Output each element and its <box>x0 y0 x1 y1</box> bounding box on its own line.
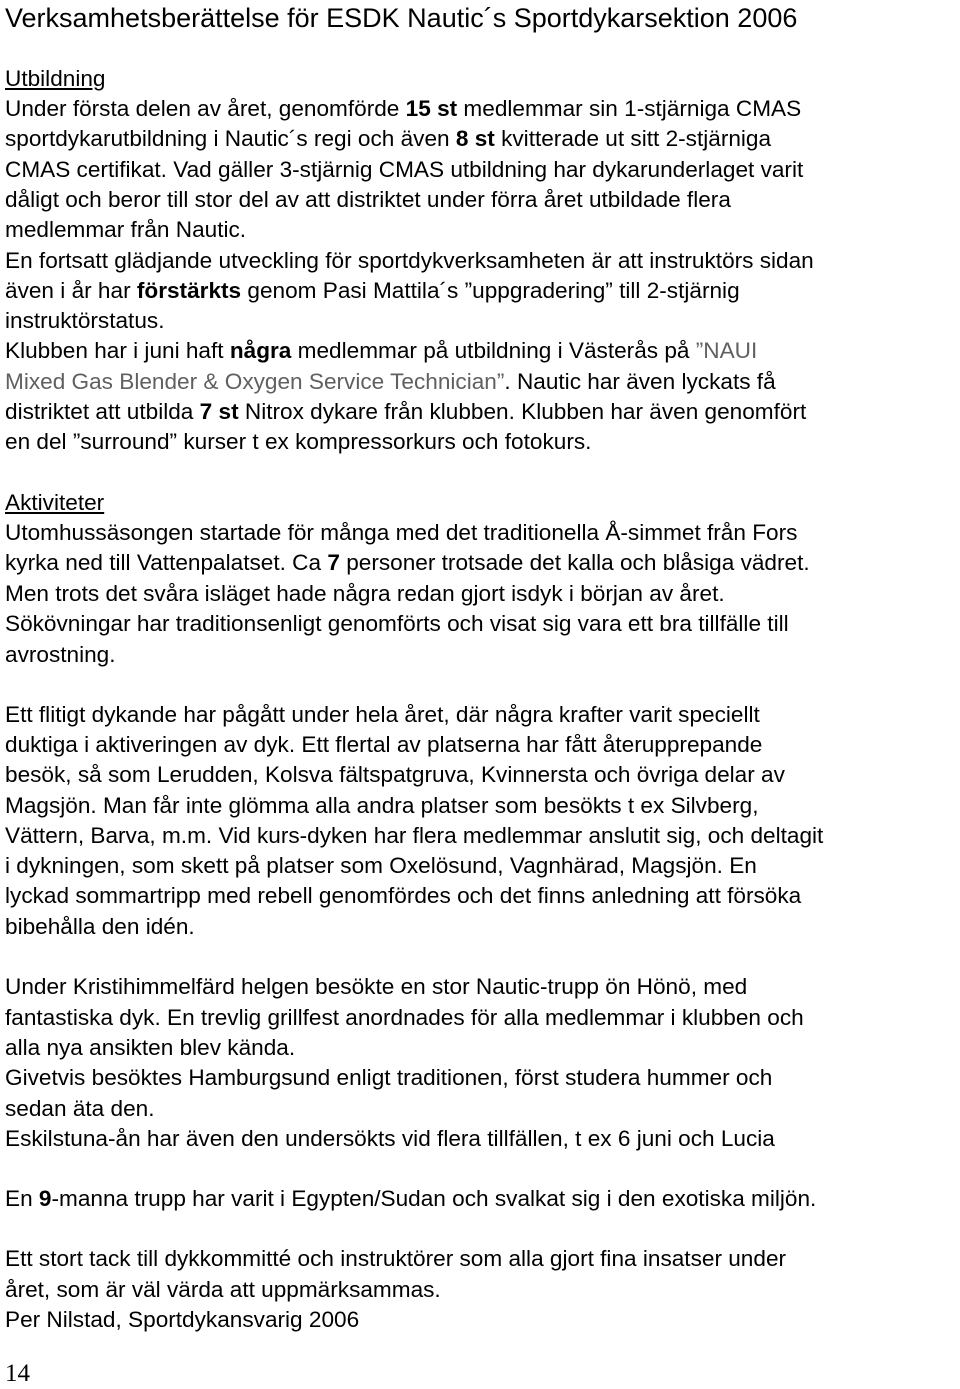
bold-run: 7 st <box>199 399 239 424</box>
page-number: 14 <box>5 1360 30 1387</box>
course-name-run: Mixed Gas Blender & Oxygen Service Technician” <box>5 369 505 394</box>
text-run: -manna trupp har varit i Egypten/Sudan och svalkat sig i den exotiska miljön. <box>51 1186 817 1211</box>
text-line: Sökövningar har traditionsenligt genomförts och visat sig vara ett bra tillfälle till <box>5 611 789 636</box>
text-line <box>5 276 740 306</box>
text-line: alla nya ansikten blev kända. <box>5 1035 296 1060</box>
text-line <box>5 367 776 397</box>
text-line: en del ”surround” kurser t ex kompressorkurs och fotokurs. <box>5 429 592 454</box>
text-line <box>5 124 771 154</box>
bold-run: några <box>229 338 292 363</box>
text-line: Under Kristihimmelfärd helgen besökte en stor Nautic-trupp ön Hönö, med <box>5 974 748 999</box>
text-line: Ett flitigt dykande har pågått under hela året, där några krafter varit speciellt <box>5 702 760 727</box>
text-run: medlemmar sin 1-stjärniga CMAS <box>457 96 802 121</box>
text-run: sportdykarutbildning i Nautic´s regi och även <box>5 126 456 151</box>
text-run: genom Pasi Mattila´s ”uppgradering” till 2-stjärnig <box>241 278 740 303</box>
text-run: personer trotsade det kalla och blåsiga vädret. <box>339 550 810 575</box>
text-line: Men trots det svåra isläget hade några redan gjort isdyk i början av året. <box>5 581 725 606</box>
text-line: dåligt och beror till stor del av att distriktet under förra året utbildade flera <box>5 187 731 212</box>
signature: Per Nilstad, Sportdykansvarig 2006 <box>5 1307 360 1332</box>
text-line <box>5 1184 816 1214</box>
text-line: Ett stort tack till dykkommitté och instruktörer som alla gjort fina insatser under <box>5 1246 787 1271</box>
text-line <box>5 336 757 366</box>
text-line: bibehålla den idén. <box>5 914 195 939</box>
section-heading-utbildning: Utbildning <box>5 66 106 91</box>
text-line: En fortsatt glädjande utveckling för sportdykverksamheten är att instruktörs sidan <box>5 248 814 273</box>
bold-run: 7 <box>327 550 340 575</box>
text-line: CMAS certifikat. Vad gäller 3-stjärnig CMAS utbildning har dykarunderlaget varit <box>5 157 804 182</box>
text-line: besök, så som Lerudden, Kolsva fältspatgruva, Kvinnersta och övriga delar av <box>5 762 785 787</box>
document-title: Verksamhetsberättelse för ESDK Nautic´s Sportdykarsektion 2006 <box>5 3 798 33</box>
text-line <box>5 397 806 427</box>
text-line <box>5 94 801 124</box>
text-line: lyckad sommartripp med rebell genomfördes och det finns anledning att försöka <box>5 883 802 908</box>
bold-run: 9 <box>38 1186 52 1211</box>
text-line: medlemmar från Nautic. <box>5 217 247 242</box>
text-run: medlemmar på utbildning i Västerås på <box>291 338 696 363</box>
text-run: även i år har <box>5 278 137 303</box>
text-run: Under första delen av året, genomförde <box>5 96 406 121</box>
text-line: duktiga i aktiveringen av dyk. Ett flertal av platserna har fått återupprepande <box>5 732 763 757</box>
text-run: kvitterade ut sitt 2-stjärniga <box>494 126 772 151</box>
text-line: fantastiska dyk. En trevlig grillfest anordnades för alla medlemmar i klubben och <box>5 1005 804 1030</box>
section-heading-aktiviteter: Aktiviteter <box>5 490 105 515</box>
course-name-run: ”NAUI <box>695 338 758 363</box>
bold-run: 8 st <box>455 126 495 151</box>
text-run: En <box>5 1186 39 1211</box>
text-line <box>5 548 810 578</box>
text-run: distriktet att utbilda <box>5 399 200 424</box>
text-line: Givetvis besöktes Hamburgsund enligt traditionen, först studera hummer och <box>5 1065 773 1090</box>
text-line: Vättern, Barva, m.m. Vid kurs-dyken har flera medlemmar anslutit sig, och deltagit <box>5 823 824 848</box>
text-line: Magsjön. Man får inte glömma alla andra platser som besökts t ex Silvberg, <box>5 793 759 818</box>
text-line: Eskilstuna-ån har även den undersökts vid flera tillfällen, t ex 6 juni och Lucia <box>5 1126 775 1151</box>
text-line: instruktörstatus. <box>5 308 165 333</box>
text-line: i dykningen, som skett på platser som Oxelösund, Vagnhärad, Magsjön. En <box>5 853 757 878</box>
bold-run: förstärkts <box>136 278 242 303</box>
text-run: . Nautic har även lyckats få <box>504 369 776 394</box>
text-line: året, som är väl värda att uppmärksammas. <box>5 1277 441 1302</box>
text-run: Nitrox dykare från klubben. Klubben har även genomfört <box>238 399 807 424</box>
text-line: avrostning. <box>5 642 116 667</box>
text-line: sedan äta den. <box>5 1096 155 1121</box>
bold-run: 15 st <box>405 96 458 121</box>
text-line: Utomhussäsongen startade för många med det traditionella Å-simmet från Fors <box>5 520 798 545</box>
text-run: kyrka ned till Vattenpalatset. Ca <box>5 550 328 575</box>
text-run: Klubben har i juni haft <box>5 338 230 363</box>
